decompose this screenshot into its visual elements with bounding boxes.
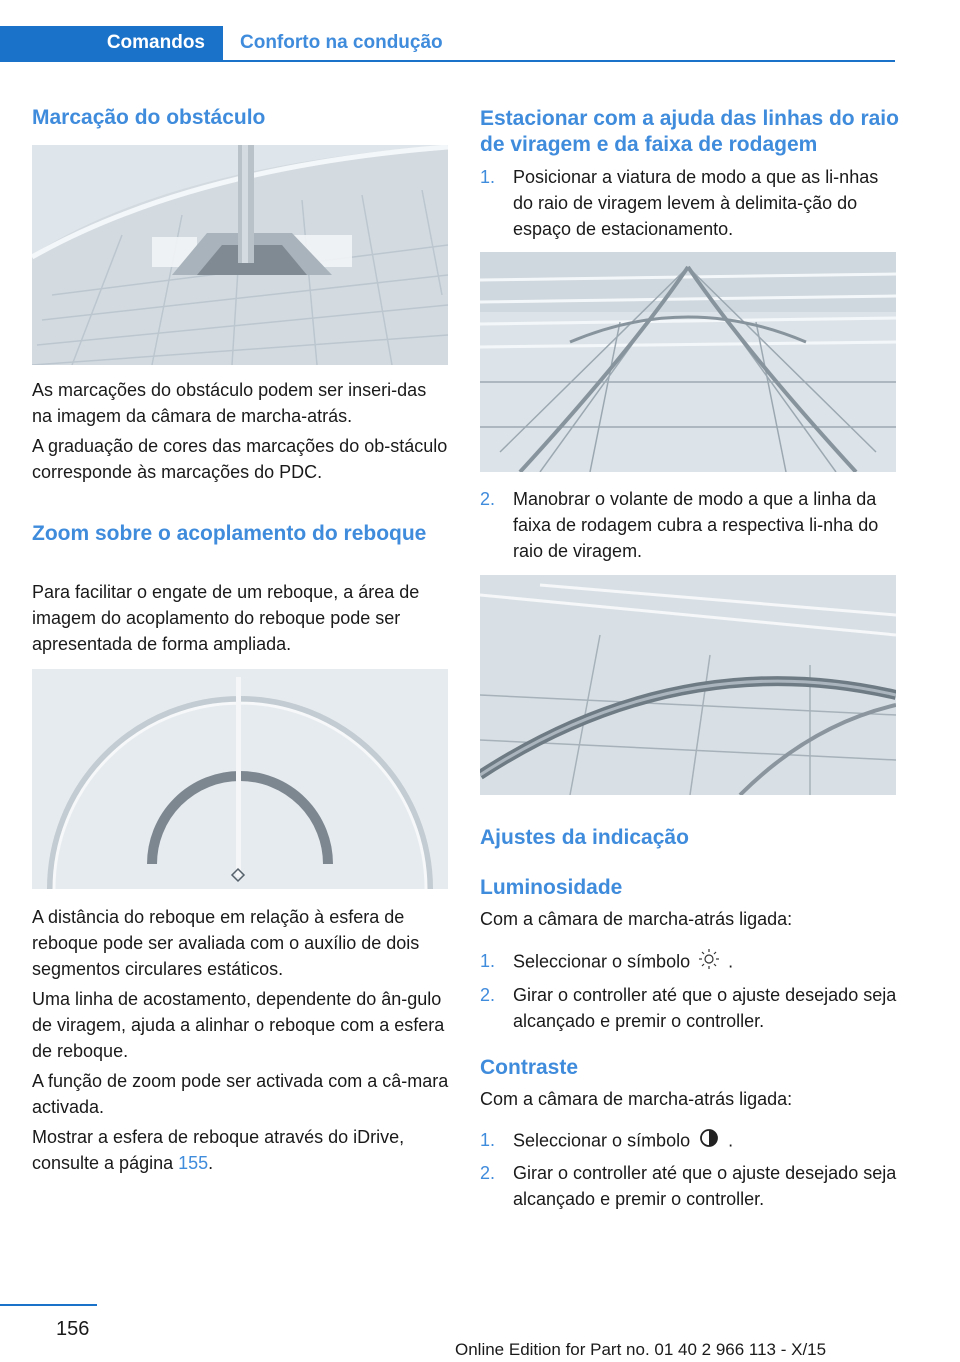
subheading-contrast: Contraste <box>480 1056 579 1079</box>
paragraph-idrive-text: Mostrar a esfera de reboque através do iDrive, consulte a página <box>32 1127 405 1173</box>
subheading-brightness: Luminosidade <box>480 876 623 899</box>
step-text: Girar o controller até que o ajuste desejado seja alcançado e premir o controller. <box>513 985 897 1031</box>
figure-turning-radius <box>480 252 896 472</box>
figure-lane-lines <box>480 575 896 795</box>
step-text-end: . <box>728 1130 734 1151</box>
paragraph-obstacle-2: A graduação de cores das marcações do ob-stáculo corresponde às marcações do PDC. <box>32 436 448 482</box>
figure-obstacle-marking <box>32 145 448 365</box>
step-number: 1. <box>480 167 496 187</box>
header-rule <box>0 60 895 62</box>
paragraph-obstacle-1: As marcações do obstáculo podem ser inseri-das na imagem da câmara de marcha-atrás. <box>32 380 427 426</box>
section-heading-display-settings: Ajustes da indicação <box>480 826 689 849</box>
step-number: 1. <box>480 1130 496 1150</box>
header-tabbar <box>0 26 895 62</box>
step-text <box>513 948 897 977</box>
step-number: 2. <box>480 489 496 509</box>
paragraph-tow-zoom-5 <box>32 1124 450 1176</box>
tab-conforto-na-conducao[interactable]: Conforto na condução <box>240 32 443 53</box>
page-link-155[interactable]: 155 <box>178 1153 209 1173</box>
contrast-icon <box>695 1127 723 1156</box>
step-number: 2. <box>480 985 496 1005</box>
step-text: Manobrar o volante de modo a que a linha da faixa de rodagem cubra a respectiva li-nha do raio de viragem. <box>513 489 879 561</box>
tab-comandos[interactable]: Comandos <box>0 26 223 60</box>
paragraph-tow-zoom-2: A distância do reboque em relação à esfera de reboque pode ser avaliada com o auxílio de dois segmentos circulares estáticos. <box>32 907 420 979</box>
paragraph-tow-zoom-4: A função de zoom pode ser activada com a câ-mara activada. <box>32 1071 449 1117</box>
paragraph-tow-zoom-3: Uma linha de acostamento, dependente do ân-gulo de viragem, ajuda a alinhar o reboque com a esfera de reboque. <box>32 989 445 1061</box>
step-text: Girar o controller até que o ajuste desejado seja alcançado e premir o controller. <box>513 1163 897 1209</box>
sun-icon <box>695 948 723 977</box>
step-number: 2. <box>480 1163 496 1183</box>
step-text <box>513 1127 897 1156</box>
footer-rule <box>0 1304 97 1306</box>
page-number: 156 <box>56 1318 90 1340</box>
figure-tow-coupling <box>32 669 448 889</box>
step-number: 1. <box>480 951 496 971</box>
paragraph-end: . <box>208 1153 214 1173</box>
paragraph-brightness-intro: Com a câmara de marcha-atrás ligada: <box>480 909 793 929</box>
step-text-end: . <box>728 951 734 972</box>
section-heading-parking-lines: Estacionar com a ajuda das linhas do raio de viragem e da faixa de rodagem <box>480 107 899 156</box>
step-text-label: Seleccionar o símbolo <box>513 951 691 972</box>
footer-edition: Online Edition for Part no. 01 40 2 966 113 - X/15 <box>455 1340 827 1359</box>
paragraph-contrast-intro: Com a câmara de marcha-atrás ligada: <box>480 1089 793 1109</box>
section-heading-tow-zoom: Zoom sobre o acoplamento do reboque <box>32 522 427 545</box>
step-text-label: Seleccionar o símbolo <box>513 1130 691 1151</box>
section-heading-obstacle-marking: Marcação do obstáculo <box>32 106 266 129</box>
step-text: Posicionar a viatura de modo a que as li-nhas do raio de viragem levem à delimita-ção do espaço de estacionamento. <box>513 167 879 239</box>
paragraph-tow-zoom-1: Para facilitar o engate de um reboque, a área de imagem do acoplamento do reboque pode ser apresentada de forma ampliada. <box>32 582 420 654</box>
